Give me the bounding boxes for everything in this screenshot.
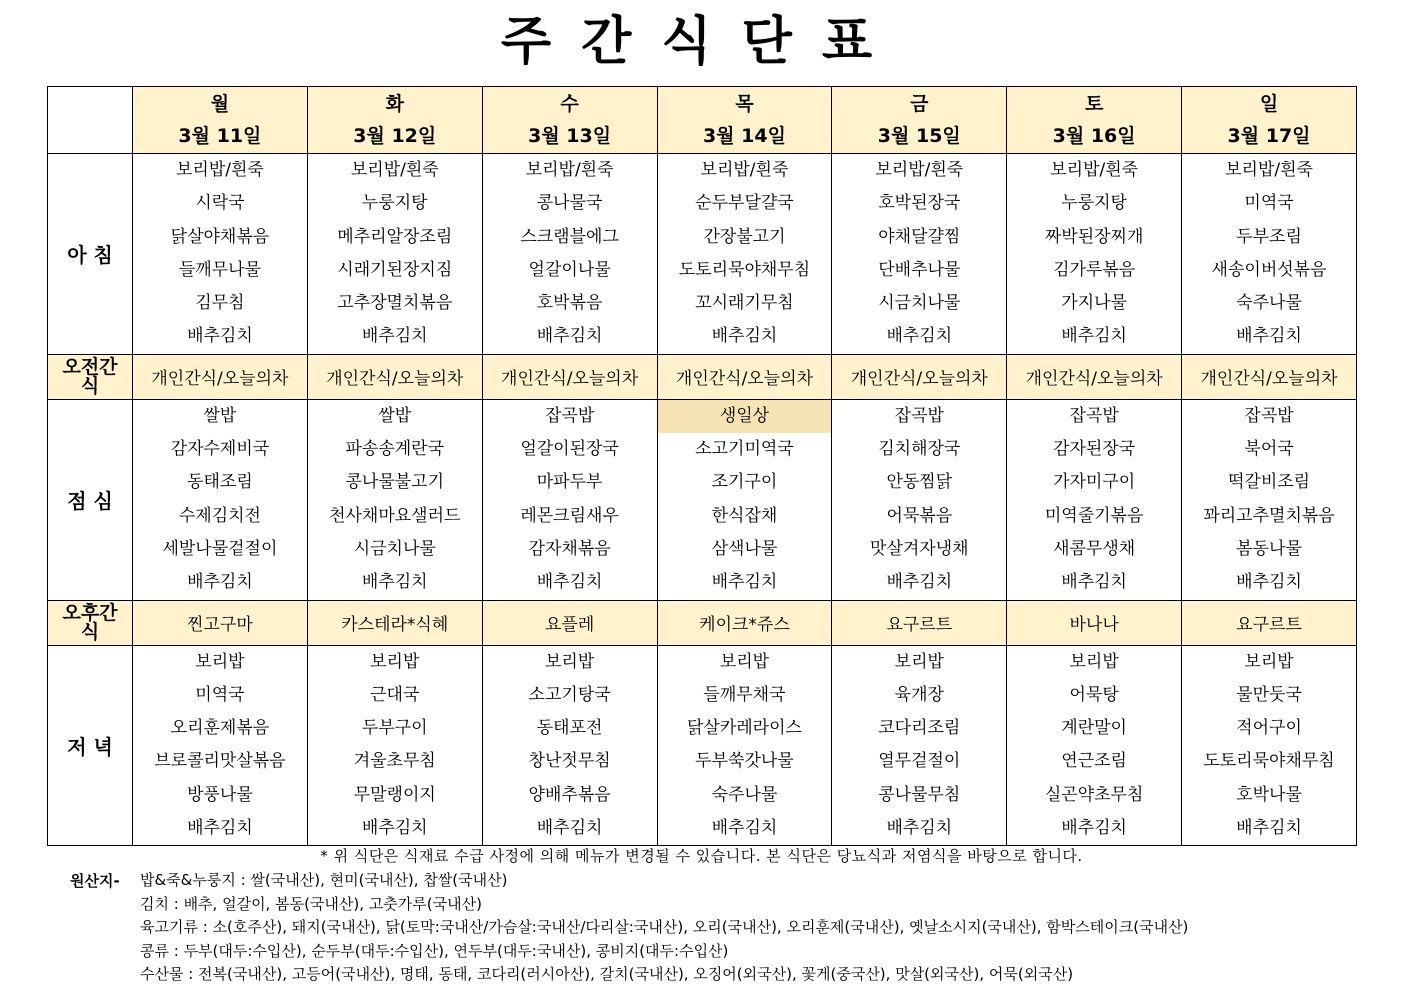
menu-item: 보리밥 <box>1244 651 1294 672</box>
menu-item: 배추김치 <box>187 572 253 593</box>
pm-snack-label-line2: 식 <box>80 620 100 643</box>
lunch-menu-cell <box>482 399 657 600</box>
menu-item: 누룽지탕 <box>361 193 428 214</box>
am-snack-cell: 개인간식/오늘의차 <box>1182 354 1357 399</box>
menu-item: 시금치나물 <box>353 538 436 559</box>
day-name: 목 <box>735 93 754 115</box>
day-name: 수 <box>560 93 579 115</box>
am-snack-label <box>48 354 133 399</box>
menu-item: 감자된장국 <box>1053 439 1136 460</box>
menu-item: 세발나물겉절이 <box>162 538 278 559</box>
pm-snack-row <box>48 600 1357 645</box>
menu-change-note: * 위 식단은 식재료 수급 사정에 의해 메뉴가 변경될 수 있습니다. 본 식단은 당뇨식과 저염식을 바탕으로 합니다. <box>320 847 1083 865</box>
lunch-label: 점 심 <box>48 399 133 600</box>
origin-line: 콩류 : 두부(대두:수입산), 순두부(대두:수입산), 연두부(대두:국내산), 콩비지(대두:수입산) <box>140 941 729 960</box>
dinner-menu-cell <box>832 645 1007 846</box>
day-date: 3월 15일 <box>877 125 961 147</box>
dinner-menu-cell <box>1182 645 1357 846</box>
menu-item: 숙주나물 <box>711 784 778 805</box>
menu-item: 보리밥/흰죽 <box>350 160 439 180</box>
origin-list <box>140 869 1188 987</box>
menu-item: 김치해장국 <box>878 439 961 460</box>
origin-line: 밥&죽&누룽지 : 쌀(국내산), 현미(국내산), 찹쌀(국내산) <box>140 871 508 889</box>
am-snack-cell: 개인간식/오늘의차 <box>482 354 657 399</box>
menu-item: 육개장 <box>894 684 944 705</box>
menu-item: 가자미구이 <box>1053 472 1136 493</box>
lunch-menu-cell <box>1007 399 1182 600</box>
breakfast-menu-cell <box>1007 154 1182 355</box>
menu-item: 오리훈제볶음 <box>170 718 270 739</box>
menu-item: 배추김치 <box>361 818 428 839</box>
menu-item: 배추김치 <box>536 326 603 347</box>
menu-item: 물만둣국 <box>1236 684 1302 705</box>
day-header <box>657 87 832 154</box>
menu-item: 얼갈이나물 <box>528 259 611 280</box>
menu-item: 보리밥 <box>544 651 595 672</box>
menu-item: 마파두부 <box>536 472 603 493</box>
pm-snack-cell: 요구르트 <box>1182 600 1357 645</box>
menu-item: 닭살야채볶음 <box>170 226 270 247</box>
menu-item: 새송이버섯볶음 <box>1211 259 1327 280</box>
day-date: 3월 11일 <box>178 125 262 147</box>
menu-item: 꼬시래기무침 <box>695 293 794 314</box>
menu-item: 잡곡밥 <box>894 405 944 426</box>
am-snack-cell: 개인간식/오늘의차 <box>657 354 832 399</box>
menu-item: 배추김치 <box>711 326 778 347</box>
menu-item: 동태포전 <box>536 718 603 739</box>
dinner-menu-cell <box>1007 645 1182 846</box>
menu-item: 보리밥 <box>195 651 245 672</box>
menu-item: 두부구이 <box>361 718 428 739</box>
menu-item: 메추리알장조림 <box>337 226 453 247</box>
menu-item: 방풍나물 <box>187 784 253 805</box>
breakfast-row <box>48 154 1357 355</box>
menu-item: 두부쑥갓나물 <box>695 751 794 772</box>
menu-item: 들깨무채국 <box>703 684 786 705</box>
menu-item: 겨울초무침 <box>353 751 436 772</box>
menu-item: 두부조림 <box>1236 226 1302 247</box>
pm-snack-cell: 찐고구마 <box>133 600 308 645</box>
menu-item: 배추김치 <box>536 818 603 839</box>
menu-item: 브로콜리맛살볶음 <box>154 751 286 772</box>
menu-item: 생일상 <box>658 400 832 433</box>
pm-snack-label <box>48 600 133 645</box>
dinner-menu-cell <box>482 645 657 846</box>
menu-item: 보리밥/흰죽 <box>1050 160 1139 180</box>
menu-item: 배추김치 <box>361 572 428 593</box>
menu-item: 쌀밥 <box>203 405 237 426</box>
menu-item: 도토리묵야채무침 <box>678 259 811 280</box>
menu-item: 어묵볶음 <box>886 505 953 526</box>
menu-item: 봄동나물 <box>1236 538 1302 559</box>
menu-item: 김가루볶음 <box>1053 259 1136 280</box>
menu-item: 어묵탕 <box>1069 684 1119 705</box>
menu-item: 미역줄기볶음 <box>1044 505 1144 526</box>
lunch-menu-cell <box>657 399 832 600</box>
lunch-row <box>48 399 1357 600</box>
menu-item: 보리밥 <box>894 651 944 672</box>
menu-item: 보리밥/흰죽 <box>1225 160 1313 180</box>
menu-item: 잡곡밥 <box>1069 405 1119 426</box>
menu-item: 배추김치 <box>187 818 253 839</box>
am-snack-cell: 개인간식/오늘의차 <box>307 354 482 399</box>
menu-item: 미역국 <box>1244 193 1294 214</box>
menu-item: 시락국 <box>195 193 245 214</box>
day-header <box>307 87 482 154</box>
menu-item: 잡곡밥 <box>1244 405 1294 426</box>
am-snack-row <box>48 354 1357 399</box>
menu-item: 숙주나물 <box>1236 293 1302 314</box>
pm-snack-cell: 카스테라*식혜 <box>307 600 482 645</box>
menu-item: 실곤약초무침 <box>1044 784 1144 805</box>
pm-snack-cell: 요플레 <box>482 600 657 645</box>
menu-item: 파송송계란국 <box>345 439 445 460</box>
menu-item: 동태조림 <box>187 472 253 493</box>
weekly-menu-table <box>47 86 1357 846</box>
menu-item: 삼색나물 <box>711 538 778 559</box>
menu-item: 무말랭이지 <box>353 784 436 805</box>
menu-item: 맛살겨자냉채 <box>870 538 969 559</box>
day-header <box>133 87 308 154</box>
breakfast-menu-cell <box>1182 154 1357 355</box>
menu-item: 레몬크림새우 <box>520 505 619 526</box>
pm-snack-label-line1: 오후간 <box>62 601 118 624</box>
menu-item: 들깨무나물 <box>178 259 261 280</box>
menu-item: 배추김치 <box>886 326 953 347</box>
page-title: 주간식단표 <box>500 12 903 72</box>
menu-item: 김무침 <box>195 293 245 314</box>
menu-item: 새콤무생채 <box>1053 538 1136 559</box>
menu-item: 배추김치 <box>1061 326 1127 347</box>
am-snack-cell: 개인간식/오늘의차 <box>1007 354 1182 399</box>
menu-item: 짜박된장찌개 <box>1044 226 1144 247</box>
menu-item: 호박볶음 <box>536 293 603 314</box>
am-snack-cell: 개인간식/오늘의차 <box>832 354 1007 399</box>
menu-item: 시금치나물 <box>878 293 961 314</box>
menu-item: 보리밥/흰죽 <box>875 160 964 180</box>
menu-item: 얼갈이된장국 <box>520 439 619 460</box>
am-snack-label-line2: 식 <box>80 374 100 397</box>
menu-item: 보리밥 <box>1069 651 1119 672</box>
menu-item: 창난젓무침 <box>528 751 611 772</box>
menu-item: 배추김치 <box>1236 572 1302 593</box>
pm-snack-cell: 케이크*쥬스 <box>657 600 832 645</box>
corner-cell <box>48 87 133 154</box>
menu-item: 배추김치 <box>711 572 778 593</box>
menu-item: 안동찜닭 <box>886 472 953 493</box>
menu-item: 보리밥/흰죽 <box>525 160 614 180</box>
menu-item: 코다리조림 <box>878 718 961 739</box>
menu-item: 쌀밥 <box>378 405 412 426</box>
menu-item: 소고기미역국 <box>695 439 794 460</box>
dinner-menu-cell <box>133 645 308 846</box>
menu-item: 보리밥/흰죽 <box>700 160 789 180</box>
pm-snack-cell: 바나나 <box>1007 600 1182 645</box>
menu-item: 조기구이 <box>711 472 778 493</box>
menu-item: 배추김치 <box>536 572 603 593</box>
menu-item: 소고기탕국 <box>528 684 611 705</box>
day-date: 3월 16일 <box>1052 125 1136 147</box>
menu-item: 배추김치 <box>361 326 428 347</box>
lunch-menu-cell <box>832 399 1007 600</box>
menu-item: 배추김치 <box>187 326 253 347</box>
dinner-label: 저 녁 <box>48 645 133 846</box>
menu-item: 계란말이 <box>1061 718 1127 739</box>
menu-item: 미역국 <box>195 684 245 705</box>
menu-item: 배추김치 <box>886 818 953 839</box>
day-name: 일 <box>1259 93 1279 115</box>
menu-item: 가지나물 <box>1061 293 1127 314</box>
menu-item: 야채달걀찜 <box>878 226 961 247</box>
menu-item: 꽈리고추멸치볶음 <box>1203 505 1335 526</box>
breakfast-menu-cell <box>307 154 482 355</box>
day-header <box>1182 87 1357 154</box>
dinner-menu-cell <box>657 645 832 846</box>
menu-item: 보리밥/흰죽 <box>176 160 264 180</box>
menu-item: 배추김치 <box>1061 818 1127 839</box>
origin-line: 김치 : 배추, 얼갈이, 봄동(국내산), 고춧가루(국내산) <box>140 894 482 913</box>
menu-item: 보리밥 <box>370 651 420 672</box>
dinner-menu-cell <box>307 645 482 846</box>
menu-item: 보리밥 <box>719 651 770 672</box>
origin-line: 육고기류 : 소(호주산), 돼지(국내산), 닭(토막:국내산/가슴살:국내산/다리살:국내산), 오리(국내산), 오리훈제(국내산), 옛날소시지(국내산), 함박스테이크(국내산) <box>140 918 1189 936</box>
day-name: 금 <box>910 93 929 115</box>
menu-item: 콩나물무침 <box>878 784 961 805</box>
day-date: 3월 14일 <box>702 125 786 147</box>
am-snack-cell: 개인간식/오늘의차 <box>133 354 308 399</box>
pm-snack-cell: 요구르트 <box>832 600 1007 645</box>
day-name: 토 <box>1084 93 1104 115</box>
menu-item: 순두부달걀국 <box>695 193 794 214</box>
menu-item: 잡곡밥 <box>544 405 595 426</box>
menu-item: 감자채볶음 <box>528 538 611 559</box>
menu-item: 호박나물 <box>1236 784 1302 805</box>
menu-item: 근대국 <box>370 684 420 705</box>
day-header <box>832 87 1007 154</box>
menu-item: 한식잡채 <box>711 505 778 526</box>
menu-item: 배추김치 <box>1061 572 1127 593</box>
day-date: 3월 13일 <box>528 125 612 147</box>
breakfast-menu-cell <box>133 154 308 355</box>
menu-item: 천사채마요샐러드 <box>329 505 461 526</box>
day-header <box>482 87 657 154</box>
day-date: 3월 12일 <box>353 125 437 147</box>
menu-item: 떡갈비조림 <box>1227 472 1311 493</box>
menu-item: 단배추나물 <box>878 259 961 280</box>
breakfast-label: 아 침 <box>48 154 133 355</box>
menu-item: 닭살카레라이스 <box>686 718 802 739</box>
menu-item: 양배추볶음 <box>528 784 611 805</box>
menu-item: 누룽지탕 <box>1061 193 1127 214</box>
day-name: 화 <box>385 93 404 115</box>
menu-item: 열무겉절이 <box>878 751 961 772</box>
menu-item: 시래기된장지짐 <box>337 259 453 280</box>
menu-item: 고추장멸치볶음 <box>337 293 453 314</box>
breakfast-menu-cell <box>482 154 657 355</box>
menu-item: 적어구이 <box>1236 718 1302 739</box>
day-header <box>1007 87 1182 154</box>
header-row <box>48 87 1357 154</box>
breakfast-menu-cell <box>657 154 832 355</box>
am-snack-label-line1: 오전간 <box>62 355 118 378</box>
menu-item: 북어국 <box>1244 439 1294 460</box>
origin-key: 원산지- <box>70 872 120 890</box>
menu-item: 수제김치전 <box>178 505 261 526</box>
day-name: 월 <box>210 93 230 115</box>
day-date: 3월 17일 <box>1227 125 1311 147</box>
lunch-menu-cell <box>307 399 482 600</box>
menu-item: 연근조림 <box>1061 751 1127 772</box>
menu-item: 배추김치 <box>1236 326 1302 347</box>
breakfast-menu-cell <box>832 154 1007 355</box>
menu-item: 간장불고기 <box>703 226 786 247</box>
menu-item: 배추김치 <box>711 818 778 839</box>
lunch-menu-cell <box>1182 399 1357 600</box>
menu-item: 도토리묵야채무침 <box>1203 751 1335 772</box>
menu-item: 콩나물불고기 <box>345 472 445 493</box>
menu-item: 배추김치 <box>1236 818 1302 839</box>
menu-item: 감자수제비국 <box>170 439 270 460</box>
menu-item: 호박된장국 <box>878 193 961 214</box>
menu-item: 배추김치 <box>886 572 953 593</box>
origin-line: 수산물 : 전복(국내산), 고등어(국내산), 명태, 동태, 코다리(러시아산), 갈치(국내산), 오징어(외국산), 꽃게(중국산), 맛살(외국산), 어묵(외국산) <box>140 965 1074 983</box>
menu-item: 콩나물국 <box>536 193 603 214</box>
menu-item: 스크램블에그 <box>520 226 619 247</box>
dinner-row <box>48 645 1357 846</box>
lunch-menu-cell <box>133 399 308 600</box>
